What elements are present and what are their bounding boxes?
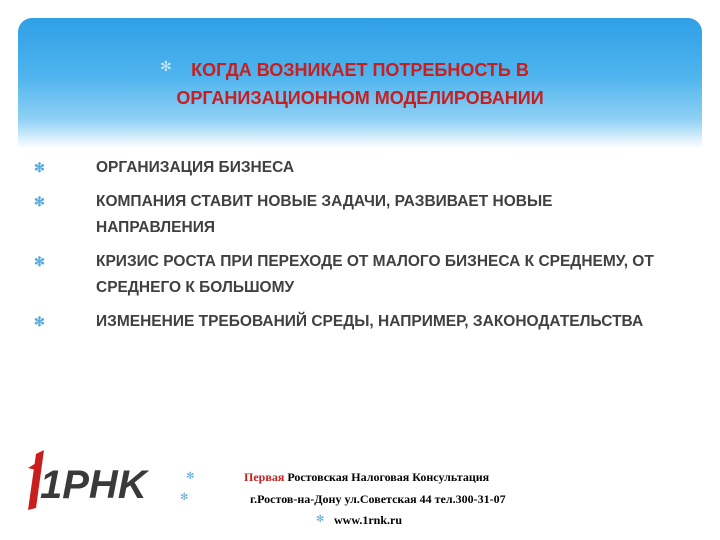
bullet-text: КРИЗИС РОСТА ПРИ ПЕРЕХОДЕ ОТ МАЛОГО БИЗНЕСА К СРЕДНЕМУ, ОТ СРЕДНЕГО К БОЛЬШОМУ — [96, 253, 654, 296]
footer-star-icon: ✻ — [316, 514, 325, 525]
star-bullet-icon: ✻ — [34, 314, 45, 329]
footer-address: г.Ростов-на-Дону ул.Советская 44 тел.300-31-07 — [250, 492, 506, 506]
footer-company-name — [244, 470, 489, 485]
footer-star-icon: ✻ — [180, 492, 189, 503]
bullet-item — [34, 155, 654, 181]
logo-graphic — [14, 448, 147, 513]
bullet-text: КОМПАНИЯ СТАВИТ НОВЫЕ ЗАДАЧИ, РАЗВИВАЕТ НОВЫЕ НАПРАВЛЕНИЯ — [96, 193, 553, 236]
star-bullet-icon: ✻ — [34, 194, 45, 209]
title-star-icon: ✻ — [160, 58, 172, 74]
footer-website-link[interactable]: www.1rnk.ru — [334, 513, 403, 527]
bullet-text: ОРГАНИЗАЦИЯ БИЗНЕСА — [96, 159, 295, 176]
title-line-2: ОРГАНИЗАЦИОННОМ МОДЕЛИРОВАНИИ — [176, 88, 544, 108]
bullet-item — [34, 249, 654, 301]
bullet-item — [34, 309, 654, 335]
title-line-1: КОГДА ВОЗНИКАЕТ ПОТРЕБНОСТЬ В — [191, 60, 529, 80]
footer-company-rest: Ростовская Налоговая Консультация — [287, 470, 490, 484]
footer-star-icon: ✻ — [186, 471, 195, 482]
bullet-item — [34, 189, 654, 241]
bullet-list — [34, 155, 654, 343]
slide-title — [0, 56, 720, 112]
star-bullet-icon: ✻ — [34, 254, 45, 269]
logo-text: 1PHK — [40, 463, 147, 507]
footer-red-word: Первая — [244, 470, 285, 484]
1pnk-logo-icon — [14, 448, 147, 513]
star-bullet-icon: ✻ — [34, 160, 45, 175]
bullet-text: ИЗМЕНЕНИЕ ТРЕБОВАНИЙ СРЕДЫ, НАПРИМЕР, ЗАКОНОДАТЕЛЬСТВА — [96, 313, 644, 330]
